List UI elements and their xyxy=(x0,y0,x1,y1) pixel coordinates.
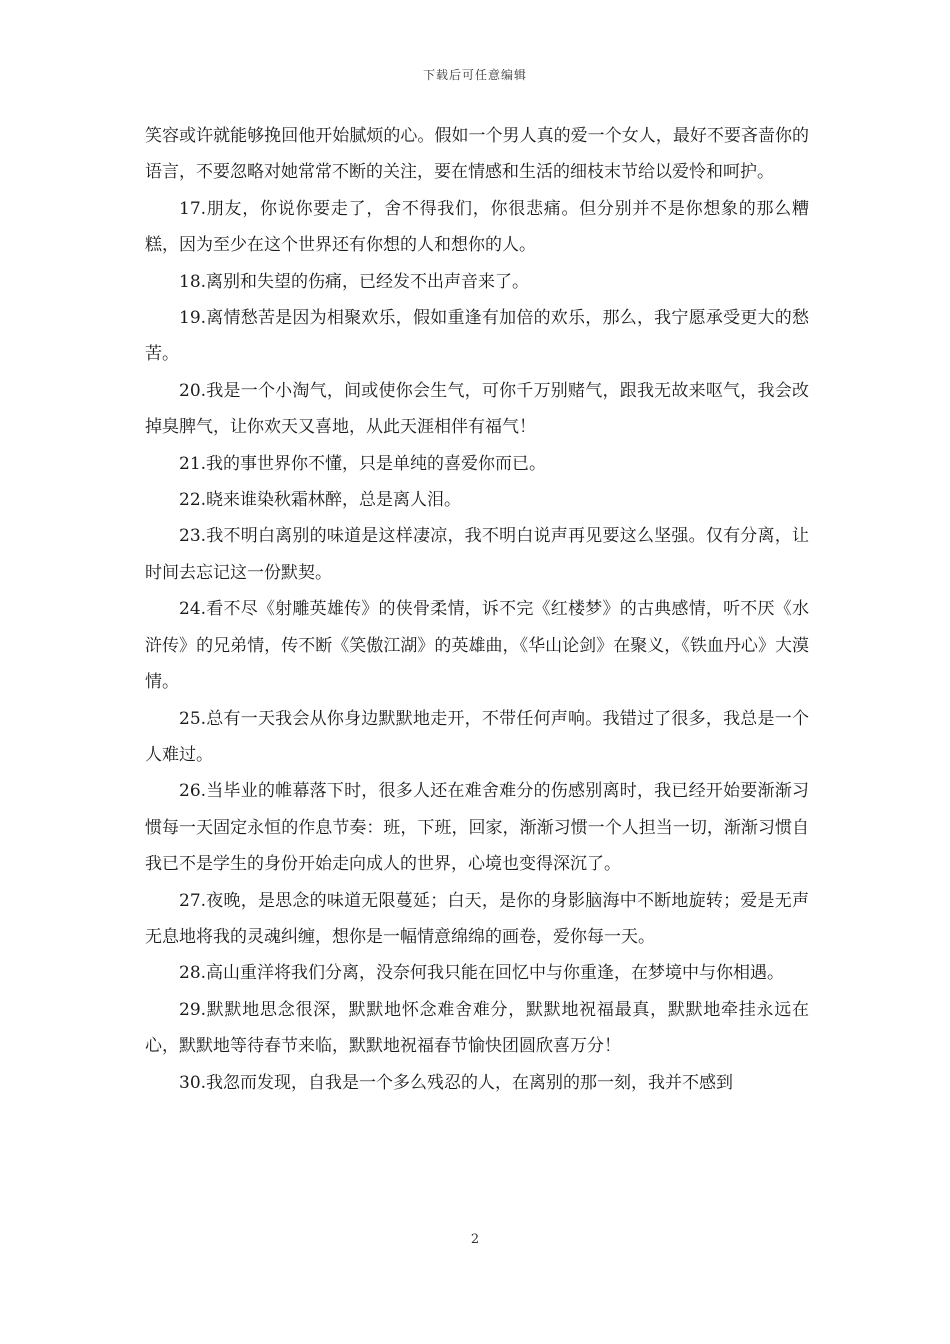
paragraph-19: 19.离情愁苦是因为相聚欢乐，假如重逢有加倍的欢乐，那么，我宁愿承受更大的愁苦。 xyxy=(145,308,809,365)
paragraph-23: 23.我不明白离别的味道是这样凄凉，我不明白说声再见要这么坚强。仅有分离，让时间去忘记这一份默契。 xyxy=(145,526,809,583)
paragraph-17: 17.朋友，你说你要走了，舍不得我们，你很悲痛。但分别并不是你想象的那么糟糕，因为至少在这个世界还有你想的人和想你的人。 xyxy=(145,198,809,256)
paragraph-20: 20.我是一个小淘气，间或使你会生气，可你千万别赌气，跟我无故来呕气，我会改掉臭脾气，让你欢天又喜地，从此天涯相伴有福气！ xyxy=(145,380,809,438)
paragraph-30: 30.我忽而发现，自我是一个多么残忍的人，在离别的那一刻，我并不感到 xyxy=(179,1072,734,1093)
paragraph-27: 27.夜晚，是思念的味道无限蔓延；白天，是你的身影脑海中不断地旋转；爱是无声无息地将我的灵魂纠缠，想你是一幅情意绵绵的画卷，爱你每一天。 xyxy=(145,890,809,947)
paragraph-24: 24.看不尽《射雕英雄传》的侠骨柔情，诉不完《红楼梦》的古典感情，听不厌《水浒传》的兄弟情，传不断《笑傲江湖》的英雄曲，《华山论剑》在聚义，《铁血丹心》大漠情。 xyxy=(145,599,809,693)
document-body xyxy=(145,118,809,1101)
paragraph-26: 26.当毕业的帷幕落下时，很多人还在难舍难分的伤感别离时，我已经开始要渐渐习惯每一天固定永恒的作息节奏：班，下班，回家，渐渐习惯一个人担当一切，渐渐习惯自我已不是学生的身份开始走向成人的世界，心境也变得深沉了。 xyxy=(145,781,809,875)
paragraph-0: 笑容或许就能够挽回他开始腻烦的心。假如一个男人真的爱一个女人，最好不要吝啬你的语言，不要忽略对她常常不断的关注，要在情感和生活的细枝末节给以爱怜和呵护。 xyxy=(145,126,809,183)
paragraph-25: 25.总有一天我会从你身边默默地走开，不带任何声响。我错过了很多，我总是一个人难过。 xyxy=(145,708,809,765)
paragraph-28: 28.高山重洋将我们分离，没奈何我只能在回忆中与你重逢，在梦境中与你相遇。 xyxy=(179,963,785,984)
paragraph-21: 21.我的事世界你不懂，只是单纯的喜爱你而已。 xyxy=(179,453,547,474)
page-number: 2 xyxy=(470,1232,480,1247)
paragraph-29: 29.默默地思念很深，默默地怀念难舍难分，默默地祝福最真，默默地牵挂永远在心，默默地等待春节来临，默默地祝福春节愉快团圆欣喜万分！ xyxy=(145,999,809,1057)
paragraph-22: 22.晓来谁染秋霜林醉，总是离人泪。 xyxy=(179,490,462,511)
paragraph-18: 18.离别和失望的伤痛，已经发不出声音来了。 xyxy=(179,271,530,292)
page-header: 下载后可任意编辑 xyxy=(422,68,527,82)
